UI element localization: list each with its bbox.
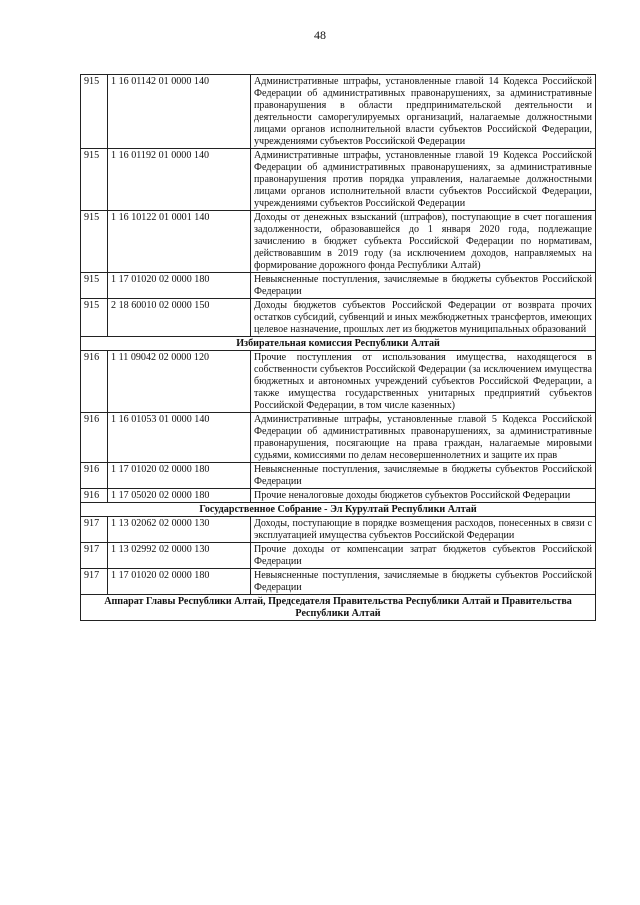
table-row	[81, 211, 596, 273]
admin-code-cell: 915	[81, 299, 108, 337]
section-header-row	[81, 595, 596, 621]
description-cell: Доходы, поступающие в порядке возмещения расходов, понесенных в связи с эксплуатацией имущества субъектов Российской Федерации	[251, 517, 596, 543]
budget-code-cell: 1 16 10122 01 0001 140	[108, 211, 251, 273]
page-number: 48	[314, 28, 326, 42]
description-cell: Административные штрафы, установленные главой 14 Кодекса Российской Федерации об административных правонарушениях, за административные правонарушения в области предпринимательской деятельности и деятельности саморегулируемых организаций, налагаемые должностными лицами органов исполнительной власти субъектов Российской Федерации, учреждениями субъектов Российской Федерации	[251, 75, 596, 149]
admin-code-cell: 915	[81, 75, 108, 149]
table-row	[81, 489, 596, 503]
budget-code-cell: 1 17 01020 02 0000 180	[108, 273, 251, 299]
admin-code-cell: 917	[81, 543, 108, 569]
table-row	[81, 463, 596, 489]
section-title: Избирательная комиссия Республики Алтай	[81, 337, 596, 351]
budget-code-cell: 1 17 01020 02 0000 180	[108, 569, 251, 595]
table-row	[81, 75, 596, 149]
admin-code-cell: 916	[81, 463, 108, 489]
table-body	[81, 75, 596, 621]
admin-code-cell: 917	[81, 569, 108, 595]
admin-code-cell: 915	[81, 149, 108, 211]
admin-code-cell: 916	[81, 413, 108, 463]
description-cell: Невыясненные поступления, зачисляемые в бюджеты субъектов Российской Федерации	[251, 273, 596, 299]
description-cell: Прочие доходы от компенсации затрат бюджетов субъектов Российской Федерации	[251, 543, 596, 569]
description-cell: Доходы бюджетов субъектов Российской Федерации от возврата прочих остатков субсидий, субвенций и иных межбюджетных трансфертов, имеющих целевое назначение, прошлых лет из бюджетов муниципальных образований	[251, 299, 596, 337]
table-row	[81, 517, 596, 543]
budget-code-cell: 1 13 02062 02 0000 130	[108, 517, 251, 543]
admin-code-cell: 915	[81, 273, 108, 299]
description-cell: Административные штрафы, установленные главой 5 Кодекса Российской Федерации об административных правонарушениях, за административные правонарушения, посягающие на права граждан, налагаемые мировыми судьями, комиссиями по делам несовершеннолетних и защите их прав	[251, 413, 596, 463]
table-row	[81, 299, 596, 337]
section-header-row	[81, 337, 596, 351]
budget-code-cell: 2 18 60010 02 0000 150	[108, 299, 251, 337]
budget-code-cell: 1 16 01192 01 0000 140	[108, 149, 251, 211]
table-row	[81, 543, 596, 569]
budget-code-cell: 1 16 01053 01 0000 140	[108, 413, 251, 463]
budget-code-cell: 1 13 02992 02 0000 130	[108, 543, 251, 569]
description-cell: Доходы от денежных взысканий (штрафов), поступающие в счет погашения задолженности, образовавшейся до 1 января 2020 года, подлежащие зачислению в бюджет субъекта Российской Федерации по нормативам, действовавшим в 2019 году (за исключением доходов, направляемых на формирование дорожного фонда Республики Алтай)	[251, 211, 596, 273]
budget-code-cell: 1 11 09042 02 0000 120	[108, 351, 251, 413]
admin-code-cell: 916	[81, 351, 108, 413]
description-cell: Прочие поступления от использования имущества, находящегося в собственности субъектов Российской Федерации (за исключением имущества бюджетных и автономных учреждений субъектов Российской Федерации, а также имущества государственных унитарных предприятий субъектов Российской Федерации, в том числе казенных)	[251, 351, 596, 413]
description-cell: Прочие неналоговые доходы бюджетов субъектов Российской Федерации	[251, 489, 596, 503]
admin-code-cell: 916	[81, 489, 108, 503]
section-title: Аппарат Главы Республики Алтай, Председателя Правительства Республики Алтай и Правительства Республики Алтай	[81, 595, 596, 621]
description-cell: Невыясненные поступления, зачисляемые в бюджеты субъектов Российской Федерации	[251, 463, 596, 489]
budget-code-cell: 1 16 01142 01 0000 140	[108, 75, 251, 149]
budget-code-cell: 1 17 05020 02 0000 180	[108, 489, 251, 503]
admin-code-cell: 917	[81, 517, 108, 543]
table-row	[81, 351, 596, 413]
table-row	[81, 149, 596, 211]
description-cell: Невыясненные поступления, зачисляемые в бюджеты субъектов Российской Федерации	[251, 569, 596, 595]
revenue-codes-table	[80, 74, 596, 621]
section-header-row	[81, 503, 596, 517]
table-row	[81, 569, 596, 595]
budget-code-cell: 1 17 01020 02 0000 180	[108, 463, 251, 489]
table-row	[81, 273, 596, 299]
admin-code-cell: 915	[81, 211, 108, 273]
description-cell: Административные штрафы, установленные главой 19 Кодекса Российской Федерации об административных правонарушениях, за административные правонарушения против порядка управления, налагаемые должностными лицами органов исполнительной власти субъектов Российской Федерации, учреждениями субъектов Российской Федерации	[251, 149, 596, 211]
section-title: Государственное Собрание - Эл Курултай Республики Алтай	[81, 503, 596, 517]
table-row	[81, 413, 596, 463]
